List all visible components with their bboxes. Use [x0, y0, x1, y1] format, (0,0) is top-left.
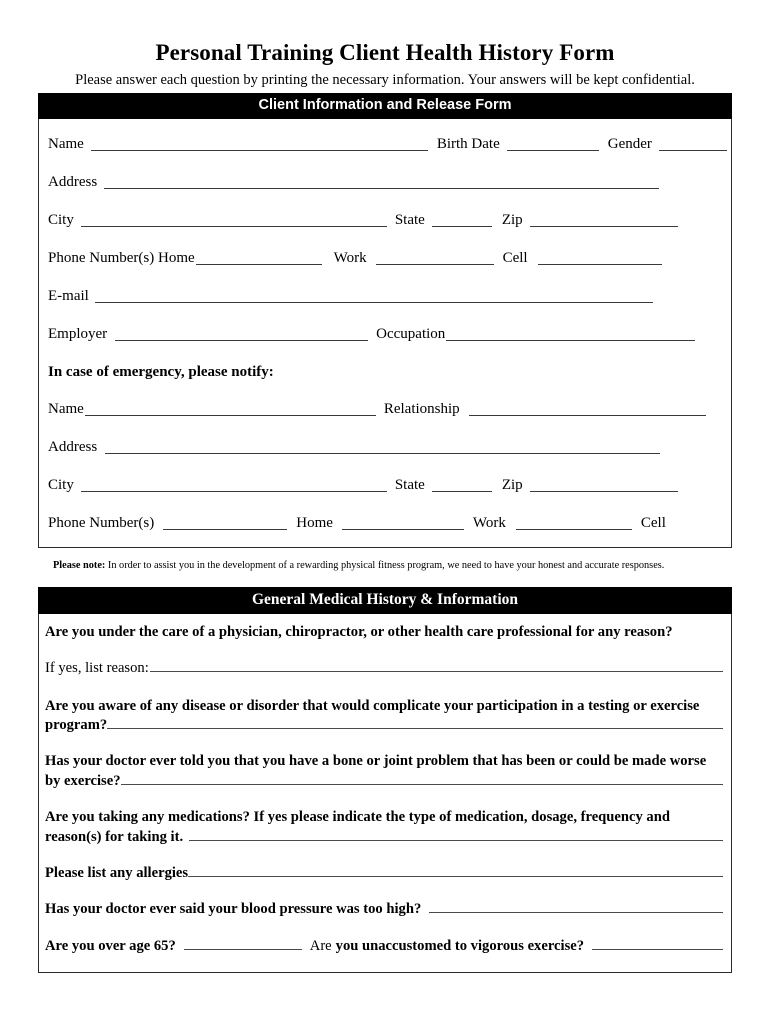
question-disease-disorder-line2-row: [45, 716, 723, 735]
label-name: Name: [48, 135, 84, 152]
label-emergency-address: Address: [48, 438, 98, 455]
input-work-phone[interactable]: [376, 252, 494, 265]
label-work-phone: Work: [333, 249, 367, 266]
row-emergency-address: [39, 440, 731, 455]
label-email: E-mail: [48, 287, 89, 304]
row-emergency-name-relationship: [39, 402, 731, 417]
row-phone-numbers: [39, 251, 731, 266]
medical-section-body: [38, 614, 732, 973]
label-over-age-65: Are you over age 65?: [45, 937, 176, 954]
label-phone-numbers-home: Phone Number(s) Home: [48, 249, 195, 266]
input-email[interactable]: [95, 290, 653, 303]
medical-section-header: General Medical History & Information: [38, 587, 732, 614]
input-over-age-65[interactable]: [184, 938, 302, 950]
label-gender: Gender: [607, 135, 652, 152]
label-unaccustomed-prefix: Are: [309, 937, 332, 954]
input-unaccustomed-exercise[interactable]: [592, 938, 723, 950]
question-medications-line1: Are you taking any medications? If yes please indicate the type of medication, dosage, frequency and: [45, 809, 670, 826]
label-emergency-cell: Cell: [640, 514, 666, 531]
label-emergency-state: State: [394, 476, 425, 493]
input-emergency-phone-3[interactable]: [516, 517, 632, 530]
input-emergency-phone-1[interactable]: [163, 517, 287, 530]
input-emergency-relationship[interactable]: [469, 403, 706, 416]
input-medications[interactable]: [189, 829, 723, 841]
label-emergency-name: Name: [48, 400, 84, 417]
row-employer-occupation: [39, 327, 731, 342]
input-zip[interactable]: [530, 214, 678, 227]
input-occupation[interactable]: [446, 328, 695, 341]
question-allergies: [45, 864, 723, 883]
row-emergency-city-state-zip: [39, 478, 731, 493]
input-name[interactable]: [91, 138, 428, 151]
client-section-header: Client Information and Release Form: [38, 93, 732, 119]
label-zip: Zip: [501, 211, 523, 228]
label-blood-pressure: Has your doctor ever said your blood pressure was too high?: [45, 901, 422, 918]
question-medications: [45, 808, 723, 847]
label-address: Address: [48, 173, 98, 190]
client-section-body: [38, 119, 732, 548]
label-emergency-home: Home: [296, 514, 333, 531]
input-allergies[interactable]: [188, 865, 723, 877]
please-note-label: Please note:: [53, 559, 106, 571]
question-physician-care: Are you under the care of a physician, chiropractor, or other health care professional for any reason?: [45, 623, 673, 640]
input-blood-pressure[interactable]: [429, 901, 723, 913]
question-disease-disorder-line2: program?: [45, 716, 108, 733]
input-emergency-zip[interactable]: [530, 479, 678, 492]
label-emergency-phone-numbers: Phone Number(s): [48, 514, 155, 531]
question-bone-joint-line1: Has your doctor ever told you that you have a bone or joint problem that has been or could be made worse: [45, 753, 707, 770]
label-state: State: [394, 211, 425, 228]
row-address: [39, 175, 731, 190]
question-bone-joint-problem: [45, 752, 723, 791]
question-medications-line2-row: [45, 828, 723, 847]
input-emergency-address[interactable]: [105, 441, 660, 454]
label-unaccustomed-exercise: you unaccustomed to vigorous exercise?: [335, 937, 585, 954]
row-email: [39, 289, 731, 304]
page-title: Personal Training Client Health History Form: [155, 40, 615, 65]
input-gender[interactable]: [659, 138, 727, 151]
label-city: City: [48, 211, 74, 228]
input-emergency-state[interactable]: [432, 479, 492, 492]
question-blood-pressure: [45, 900, 723, 919]
row-emergency-phone-numbers: [39, 516, 731, 531]
label-emergency-city: City: [48, 476, 74, 493]
label-allergies: Please list any allergies: [45, 864, 189, 881]
question-age-and-exercise: [45, 937, 723, 956]
client-information-section: [38, 93, 732, 548]
please-note-text: In order to assist you in the development of a rewarding physical fitness program, we need to have your honest and accurate responses.: [107, 559, 665, 571]
label-emergency-zip: Zip: [501, 476, 523, 493]
question-disease-disorder: [45, 697, 723, 736]
input-physician-reason[interactable]: [150, 660, 723, 672]
input-birth-date[interactable]: [507, 138, 599, 151]
question-disease-disorder-line1: Are you aware of any disease or disorder that would complicate your participation in a testing or exercise: [45, 697, 700, 714]
input-emergency-name[interactable]: [85, 403, 376, 416]
form-instruction: Please answer each question by printing the necessary information. Your answers will be kept confidential.: [75, 72, 695, 89]
question-physician-care-followup: [45, 659, 723, 678]
label-emergency-work: Work: [472, 514, 506, 531]
question-bone-joint-line2: by exercise?: [45, 772, 121, 789]
input-emergency-phone-2[interactable]: [342, 517, 464, 530]
row-name-birthdate-gender: [39, 137, 731, 152]
label-birth-date: Birth Date: [436, 135, 500, 152]
label-cell-phone: Cell: [502, 249, 528, 266]
input-city[interactable]: [81, 214, 387, 227]
question-bone-joint-line2-row: [45, 772, 723, 791]
input-emergency-city[interactable]: [81, 479, 387, 492]
input-cell-phone[interactable]: [538, 252, 662, 265]
input-employer[interactable]: [115, 328, 368, 341]
label-if-yes-list-reason: If yes, list reason:: [45, 660, 149, 677]
input-disease-disorder[interactable]: [107, 717, 723, 729]
input-home-phone[interactable]: [196, 252, 322, 265]
medical-history-section: [38, 587, 732, 973]
please-note: [38, 560, 732, 572]
input-address[interactable]: [104, 176, 659, 189]
input-state[interactable]: [432, 214, 492, 227]
row-city-state-zip: [39, 213, 731, 228]
question-medications-line2: reason(s) for taking it.: [45, 828, 184, 845]
input-bone-joint-problem[interactable]: [121, 773, 723, 785]
label-occupation: Occupation: [376, 325, 446, 342]
label-employer: Employer: [48, 325, 108, 342]
emergency-subheading: In case of emergency, please notify:: [48, 363, 274, 380]
label-emergency-relationship: Relationship: [383, 400, 460, 417]
